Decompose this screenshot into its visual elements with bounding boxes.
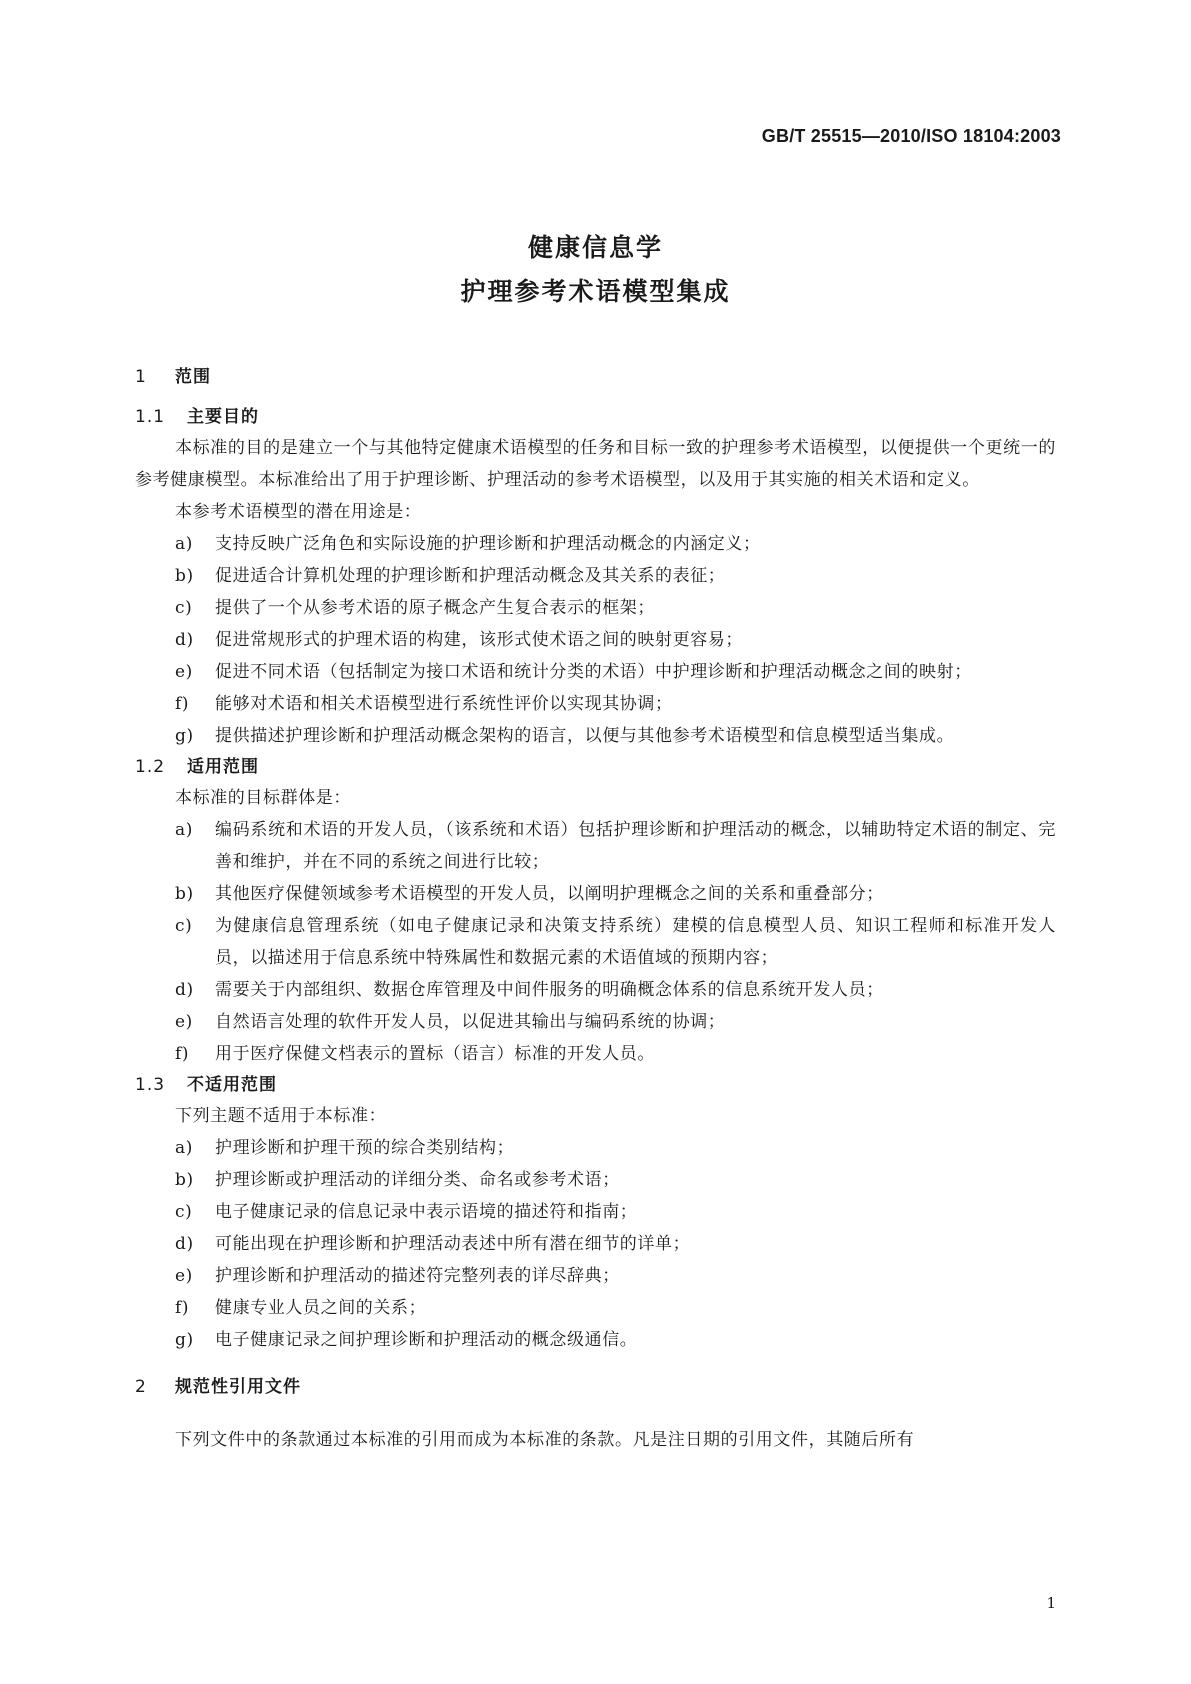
- list-1-2: [135, 814, 1056, 1070]
- list-text: 促进不同术语（包括制定为接口术语和统计分类的术语）中护理诊断和护理活动概念之间的映射；: [215, 662, 972, 682]
- list-text: 电子健康记录的信息记录中表示语境的描述符和指南；: [215, 1202, 638, 1222]
- list-item: [135, 624, 1056, 656]
- document-title-line1: 健康信息学: [527, 233, 663, 262]
- list-text: 护理诊断和护理干预的综合类别结构；: [215, 1138, 515, 1158]
- section-title: 范围: [175, 367, 211, 387]
- list-item: [135, 814, 1056, 878]
- list-item: [135, 1260, 1056, 1292]
- list-text: 其他医疗保健领域参考术语模型的开发人员，以阐明护理概念之间的关系和重叠部分；: [215, 884, 884, 904]
- section-1-heading: [135, 362, 1056, 392]
- section-title: 适用范围: [187, 757, 259, 777]
- list-marker: c): [175, 1202, 193, 1222]
- list-item: [135, 974, 1056, 1006]
- list-marker: e): [175, 662, 193, 682]
- list-item: [135, 1038, 1056, 1070]
- list-item: [135, 1228, 1056, 1260]
- paragraph: 本标准的目标群体是：: [175, 788, 351, 808]
- list-marker: b): [175, 566, 194, 586]
- section-number: 1.3: [135, 1075, 166, 1095]
- list-marker: c): [175, 598, 193, 618]
- list-text: 护理诊断和护理活动的描述符完整列表的详尽辞典；: [215, 1266, 620, 1286]
- paragraph: 本标准的目的是建立一个与其他特定健康术语模型的任务和目标一致的护理参考术语模型，以便提供一个更统一的参考健康模型。本标准给出了用于护理诊断、护理活动的参考术语模型，以及用于其实施的相关术语和定义。: [135, 438, 1056, 490]
- list-text: 护理诊断或护理活动的详细分类、命名或参考术语；: [215, 1170, 620, 1190]
- list-item: [135, 1292, 1056, 1324]
- section-1-2-heading: [135, 752, 1056, 782]
- list-marker: f): [175, 694, 190, 714]
- standard-number: GB/T 25515—2010/ISO 18104:2003: [761, 126, 1061, 146]
- list-marker: d): [175, 980, 194, 1000]
- list-marker: g): [175, 726, 194, 746]
- list-text: 支持反映广泛角色和实际设施的护理诊断和护理活动概念的内涵定义；: [215, 534, 761, 554]
- list-marker: g): [175, 1330, 194, 1350]
- list-item: [135, 656, 1056, 688]
- list-item: [135, 1324, 1056, 1356]
- list-item: [135, 528, 1056, 560]
- list-text: 电子健康记录之间护理诊断和护理活动的概念级通信。: [215, 1330, 638, 1350]
- list-marker: d): [175, 630, 194, 650]
- document-body: [135, 362, 1056, 1456]
- list-text: 健康专业人员之间的关系；: [215, 1298, 427, 1318]
- list-item: [135, 688, 1056, 720]
- list-text: 能够对术语和相关术语模型进行系统性评价以实现其协调；: [215, 694, 673, 714]
- section-title: 不适用范围: [187, 1075, 277, 1095]
- paragraph: 本参考术语模型的潜在用途是：: [175, 502, 422, 522]
- list-text: 自然语言处理的软件开发人员，以促进其输出与编码系统的协调；: [215, 1012, 726, 1032]
- paragraph: 下列主题不适用于本标准：: [175, 1106, 387, 1126]
- section-title: 主要目的: [187, 407, 259, 427]
- list-1-1: [135, 528, 1056, 752]
- list-item: [135, 560, 1056, 592]
- list-text: 用于医疗保健文档表示的置标（语言）标准的开发人员。: [215, 1044, 655, 1064]
- list-marker: b): [175, 1170, 194, 1190]
- list-item: [135, 1132, 1056, 1164]
- section-number: 1.2: [135, 757, 166, 777]
- list-text: 促进适合计算机处理的护理诊断和护理活动概念及其关系的表征；: [215, 566, 726, 586]
- list-marker: a): [175, 1138, 193, 1158]
- list-item: [135, 910, 1056, 974]
- list-marker: d): [175, 1234, 194, 1254]
- list-text: 提供了一个从参考术语的原子概念产生复合表示的框架；: [215, 598, 655, 618]
- section-number: 1: [135, 367, 147, 387]
- list-item: [135, 1196, 1056, 1228]
- section-2-heading: [135, 1372, 1056, 1402]
- paragraph: 下列文件中的条款通过本标准的引用而成为本标准的条款。凡是注日期的引用文件，其随后所有: [175, 1430, 915, 1450]
- list-text: 编码系统和术语的开发人员，（该系统和术语）包括护理诊断和护理活动的概念，以辅助特定术语的制定、完善和维护，并在不同的系统之间进行比较；: [215, 820, 1056, 872]
- list-1-3: [135, 1132, 1056, 1356]
- list-item: [135, 592, 1056, 624]
- list-item: [135, 1006, 1056, 1038]
- list-text: 需要关于内部组织、数据仓库管理及中间件服务的明确概念体系的信息系统开发人员；: [215, 980, 884, 1000]
- list-text: 提供描述护理诊断和护理活动概念架构的语言，以便与其他参考术语模型和信息模型适当集成。: [215, 726, 955, 746]
- list-item: [135, 720, 1056, 752]
- list-marker: e): [175, 1012, 193, 1032]
- section-title: 规范性引用文件: [175, 1377, 301, 1397]
- page-number: 1: [1046, 1594, 1056, 1612]
- list-marker: b): [175, 884, 194, 904]
- section-number: 2: [135, 1377, 147, 1397]
- section-1-1-heading: [135, 402, 1056, 432]
- list-text: 为健康信息管理系统（如电子健康记录和决策支持系统）建模的信息模型人员、知识工程师和标准开发人员，以描述用于信息系统中特殊属性和数据元素的术语值域的预期内容；: [215, 916, 1056, 968]
- list-text: 促进常规形式的护理术语的构建，该形式使术语之间的映射更容易；: [215, 630, 743, 650]
- document-title-line2: 护理参考术语模型集成: [460, 277, 731, 306]
- list-marker: c): [175, 916, 193, 936]
- list-item: [135, 878, 1056, 910]
- section-1-3-heading: [135, 1070, 1056, 1100]
- list-text: 可能出现在护理诊断和护理活动表述中所有潜在细节的详单；: [215, 1234, 691, 1254]
- list-item: [135, 1164, 1056, 1196]
- list-marker: e): [175, 1266, 193, 1286]
- section-number: 1.1: [135, 407, 166, 427]
- list-marker: f): [175, 1298, 190, 1318]
- list-marker: f): [175, 1044, 190, 1064]
- list-marker: a): [175, 820, 193, 840]
- list-marker: a): [175, 534, 193, 554]
